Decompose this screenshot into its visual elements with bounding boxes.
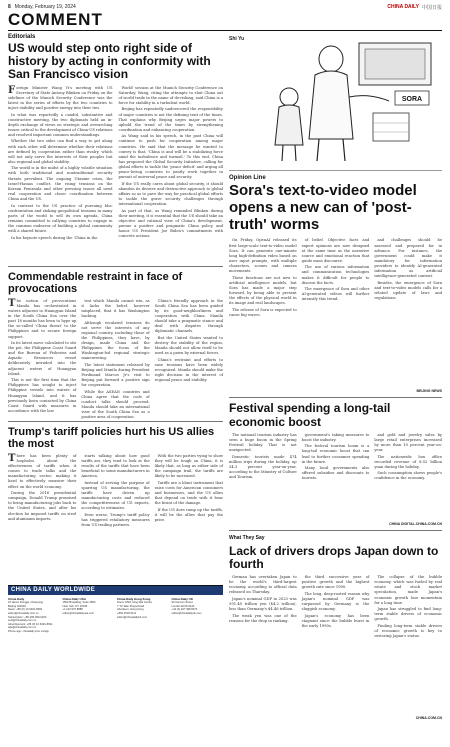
- paragraph: Such consumption shows people's confidence in the economy.: [374, 471, 443, 481]
- brand-name: CHINA DAILY: [387, 4, 419, 10]
- masthead-line: editor@chinadailyhk.com: [117, 615, 148, 619]
- paragraph: This is not the first time that the Philippines has sought to inject Philippine vessels into waters of Huangyan Island, and it has previously been contacted by China Coast Guard with measures in accordance with the law.: [8, 378, 77, 413]
- paragraph: German has overtaken Japan to be the world's third-largest economy, according to official data released on Thursday.: [229, 575, 297, 595]
- second-editorial-col-2: [81, 298, 150, 420]
- what-they-say-col-1: [229, 575, 297, 715]
- paragraph: China's restraint and efforts to ease tensions have been widely recognized. Manila should make the right decision in the interest of regional peace and stability.: [154, 357, 223, 383]
- masthead-line: News: +86 (0) 10 6491-8366: [8, 608, 43, 612]
- right-column: [229, 33, 443, 721]
- opinion-col-3: [374, 238, 442, 388]
- sora-sign-label: SORA: [401, 96, 423, 103]
- page-number: 8: [8, 4, 11, 10]
- paragraph: Although escalated tensions do not serve the interests of any regional country, including those of the Philippines, they have, by design, made China and the Philippines the focus of the Washington-led regional strategic maneuvering.: [81, 320, 150, 361]
- divider: [229, 530, 442, 531]
- opinion-kicker: Opinion Line: [229, 175, 266, 181]
- masthead-col: [8, 597, 60, 634]
- masthead-col: [172, 597, 224, 634]
- what-they-say-body: [229, 575, 442, 715]
- paragraph: The collapse of the bubble economy, which was fueled by real estate and stock market speculation, made Japan's economic growth lose momentum for a long time.: [374, 575, 443, 605]
- paragraph: The nationwide box office recorded revenue of 8.02 billion yuan during the holiday.: [374, 454, 443, 469]
- paragraph: On Friday, OpenAI released its first large-scale text-to-video model Sora. It can generate one-minute long high-definition video based on user input prompts, with multiple characters, scenes and camera movements.: [229, 238, 297, 274]
- paragraph: Many local governments also offered subsidies and discounts to tourists.: [301, 466, 370, 481]
- paragraph: During the 2016 presidential campaign, Donald Trump promised to bring manufacturing jobs back to the United States, and after his election he imposed tariffs on steel and aluminum imports.: [8, 491, 77, 521]
- paragraph: Beijing has repeatedly underscored the responsibility of major countries is not the defining trait of the times. That explains why Beijing urges major powers to uphold the trend of the times by strengthening coordination and enhancing cooperation.: [118, 107, 223, 132]
- masthead-grid: [8, 595, 223, 634]
- paragraph: Japan's nominal GDP in 2023 was 591.48 trillion yen ($4.2 trillion), less than Germany's $4.46 trillion.: [229, 596, 297, 612]
- paragraph: Foreign Minister Wang Yi's meeting with US Secretary of State Antony Blinken on Friday on the sidelines of the Munich Security Conference was the latest in the series of efforts by the two countries to inject stability and positive energy into their ties.: [8, 84, 113, 110]
- paragraph: In its latest move calculated to stir the pot, the Philippine Coast Guard and the Bureau of Fisheries and Aquatic Resources vessel deliberately intruded into the adjacent waters of Huangyan Island.: [8, 341, 77, 376]
- third-editorial-col-2: [81, 454, 149, 582]
- what-they-say-kicker: What They Say: [229, 534, 265, 541]
- paragraph: of belief. Objective facts and expert opinions are now designed at the same time as the narrative source and emotional reaction that guide mass discourse.: [301, 238, 370, 263]
- third-editorial-col-3: [155, 454, 223, 582]
- masthead-title: CHINA DAILY WORLDWIDE: [8, 586, 223, 595]
- third-editorial-body: [8, 454, 223, 582]
- masthead-line: editor@chinadailyusa.com: [62, 611, 95, 615]
- section-title: COMMENT: [8, 10, 103, 29]
- paragraph: In what was reportedly a candid, substantive and constructive meeting, the two diplomats held an in-depth exchange of views on strategic and overarching issues critical to the development of China-US relations and resolved important common understandings.: [8, 112, 113, 137]
- paragraph: While the ASEAN countries and China agree that the code of conduct talks should proceed, Manila should take an international view of the South China Sea as a positive area of cooperation.: [81, 389, 150, 420]
- masthead-line: +44 (0) 207 398 8270: [171, 608, 198, 612]
- second-editorial-headline: Commendable restraint in face of provocations: [8, 270, 183, 295]
- opinion-col-2: [302, 238, 370, 388]
- third-editorial-col-1: [8, 454, 76, 582]
- paragraph: If the US really cares about global security, it should abandon its divisive and destructive approach to global affairs so as to pave the way for practical global efforts to tackle the grave security challenges through international cooperation.: [118, 181, 223, 207]
- paragraph: With the two parties vying to show they will be tough on China, it is likely that, as long as either side of the campaign trail, the tariffs are likely to be increased.: [154, 453, 223, 479]
- paragraph: Domestic tourists made 474 million trips during the holiday, up 34.3 percent year-on-year, according to the Ministry of Culture and Tourism.: [229, 454, 297, 480]
- what-they-say-col-2: [302, 575, 370, 715]
- what-they-say-source: CHINA.COM.CN: [415, 716, 442, 721]
- masthead-line: +852 2518 5111: [117, 611, 137, 615]
- lead-editorial-col-2: [119, 86, 224, 262]
- lead-editorial-body: [8, 86, 223, 262]
- masthead-line: 90 Cannon Street: [171, 600, 193, 604]
- masthead-col: [117, 597, 169, 634]
- paragraph: If the US does ramp up the tariffs, it will be the allies that pay the price.: [154, 507, 223, 523]
- paragraph: In contrast to the US practice of pursuing bloc confrontation and stoking geopolitical tensions in many parts of the world to sell its own agenda, China remains committed to rallying countries to engage in the common endeavor of building a global community with a shared future.: [8, 203, 113, 234]
- opinion-header: [229, 181, 442, 238]
- second-editorial-col-1: [8, 299, 76, 417]
- paragraph: China's friendly approach in the South China Sea has been guided by its good-neighborliness and cooperation with China. Manila should take a pragmatic stance and deal with disputes through diplomatic channels.: [154, 298, 223, 334]
- editorials-kicker: Editorials: [8, 34, 36, 40]
- cartoon-illustration: [249, 35, 439, 167]
- paragraph: test which Manila cannot win, as it lacks the belief, however misplaced, that it has Washington backing.: [81, 298, 150, 319]
- paragraph: Finding long-term stable drivers of economic growth is key to restoring Japan's status.: [374, 623, 443, 639]
- masthead-line: Aberdeen, Hong Kong: [117, 608, 144, 612]
- third-editorial-headline: Trump's tariff policies hurt his US allies the most: [8, 425, 215, 450]
- what-they-say-headline: Lack of drivers drops Japan down to fourth: [229, 543, 439, 571]
- divider: [8, 421, 223, 422]
- paragraph: World' session at the Munich Security Conference on Saturday, Wang, citing the attempts to shut China out of world trade in the name of de-risking, said China is a force for stability in a turbulent world.: [118, 85, 223, 105]
- paragraph: government's taking measures to boost the industry.: [301, 432, 370, 442]
- masthead-line: Room 1818, Hing Wai Centre: [117, 600, 153, 604]
- opinion-col-1: [229, 238, 297, 388]
- masthead-line: sub@chinadaily.com.cn: [8, 619, 37, 623]
- lead-editorial-col-1: [8, 86, 113, 262]
- paragraph: and gold and jewelry sales by large retail enterprises increased by more than 10 percent year-on-year.: [374, 432, 443, 453]
- masthead-line: editor@chinadailyuk.com: [171, 611, 202, 615]
- issue-date: Monday, February 19, 2024: [14, 4, 76, 10]
- what-they-say-col-3: [374, 575, 442, 715]
- masthead-col: [63, 597, 115, 634]
- opinion-source: BEIJING NEWS: [416, 389, 442, 394]
- divider: [8, 266, 223, 267]
- masthead-line: New York, NY 10036: [62, 604, 88, 608]
- masthead-line: +1 212 537 8888: [62, 608, 83, 612]
- masthead-line: 1500 Broadway, Suite 2800: [62, 600, 96, 604]
- paragraph: The weak yen was one of the reasons for the drop in ranking.: [229, 613, 297, 623]
- paragraph: These functions are not new to artificial intelligence models, but Sora has made a major step forward, by being able to present the effects of the physical world in its image and real landscapes.: [229, 275, 297, 306]
- paragraph: Whether the two sides can find a way to get along with each other will determine whether their relations are defined by cooperation rather than rivalry, which will not only serve the interests of their peoples but also regional and global stability.: [8, 139, 113, 164]
- masthead-line: London EC4N 6HA: [171, 604, 195, 608]
- paragraph: Even worse, Trump's tariff policy has triggered retaliatory measures from US trading partners.: [81, 512, 150, 528]
- masthead-heading: China Daily USA: [62, 596, 87, 601]
- paragraph: As Wang said in his speech, in the past China will continue to push for cooperation among major countries. He said that the message he wanted to convey is that, 'China is and will be a stabilizing force amid the turbulence and turmoil.' To this end, China has proposed the Global Security Initiative, calling for global efforts to tackle the 'peace deficit' and urging all peace-loving countries to jointly work together in pursuit of universal peace and security.: [118, 134, 223, 180]
- paragraph: Besides, the emergence of Sora and text-to-video models calls for a related update of laws and regulations.: [374, 280, 443, 300]
- paragraph: The long, deep-rooted reason why Japan's nominal GDP was surpassed by Germany is the sluggish economy.: [301, 591, 370, 612]
- paragraph: the third successive year of positive growth and the highest growth rate since 1990.: [301, 575, 370, 590]
- second-editorial-body: [8, 297, 223, 420]
- festival-body: [229, 433, 442, 521]
- paragraph: The notion of provocations Manila has orchestrated in waters adjacent to Huangyan Island in the South China Sea over the past 18 months has been to hype up the so-called 'China threat' to the Philippines and to secure foreign support.: [8, 297, 77, 339]
- masthead-heading: China Daily Hong Kong: [117, 596, 151, 601]
- second-editorial-col-3: [155, 299, 223, 417]
- festival-col-1: [229, 433, 297, 521]
- masthead-heading: China Daily UK: [171, 596, 194, 601]
- masthead-heading: China Daily: [8, 596, 25, 601]
- brand-name-cjk: 中国日报: [421, 4, 442, 11]
- masthead-line: Subscription: +86 400-699-0203: [8, 615, 47, 619]
- paragraph: As part of that, as Wang reminded Blinken during their meeting, it is essential that the US should take an objective and rational view of China's development, pursue a positive and pragmatic China policy, and honor US President Joe Biden's commitments with concrete actions.: [118, 208, 223, 239]
- paragraph: Japan's economy has been stagnant since the bubble burst in the early 1990s.: [301, 613, 370, 628]
- opinion-headline: Sora's text-to-video model opens a new can of 'post-truth' worms: [229, 182, 417, 233]
- masthead: [8, 585, 223, 634]
- paragraph: Japan has struggled to find long-term stable drivers of economic growth.: [374, 607, 443, 622]
- paragraph: The emergence of Sora and other AI-generated videos will further intensify this trend.: [301, 287, 370, 302]
- paragraph: The festival tourism boom is a long-tail economic boost that can lead to further consumer spending in the future.: [301, 444, 370, 464]
- festival-source: CHINA DIGITAL.CHINA.COM.CN: [389, 521, 442, 526]
- paragraph: The release of Sora is expected to cause big waves.: [229, 307, 297, 317]
- paragraph: The world is in the midst of a highly volatile situation with both traditional and nontraditional security threats prevalent. The ongoing Ukraine crisis, the Israel-Hamas conflict, the rising tensions on the Korean Peninsula and other pressing issues all need real cooperation and closer coordination between China and the US.: [8, 166, 113, 202]
- paragraph: Tariffs are a blunt instrument that raise costs for American consumers and businesses, and the US allies that depend on trade with it bear the brunt of the damage.: [154, 480, 223, 506]
- paragraph: There has been plenty of loopholes about the effectiveness of tariffs when it comes to trade talks and the manufacturing sector, making it hard to effectively measure their effect on the world economy.: [8, 452, 77, 489]
- paragraph: and challenges should be assessed and prepared for in advance. For instance, the government could make it mandatory for information providers to identify AI-generated information as artificial intelligence-generated content.: [374, 238, 443, 279]
- masthead-line: Advertisement: +86 (0) 10 6491-8631: [8, 622, 53, 626]
- masthead-line: 15 Huixin Dongjie, Chaoyang: [8, 600, 43, 604]
- paragraph: But the United States wanted to destroy the stability of the region, Manila should not allow itself to be used as a pawn by external forces.: [154, 335, 223, 356]
- masthead-line: Beijing 100029: [8, 604, 26, 608]
- cartoon: [229, 33, 442, 171]
- paragraph: The latest statement released by Beijing and Manila during President Ferdinand Marcos Jr's visit to Beijing put forward a positive sign for cooperation.: [81, 362, 150, 388]
- festival-col-2: [302, 433, 370, 521]
- title-rule: [8, 30, 442, 31]
- paragraph: The national tourism industry has seen a huge boom in the Spring Festival holiday. That is not unexpected.: [229, 432, 297, 453]
- masthead-line: editor@chinadaily.com.cn: [8, 611, 39, 615]
- paragraph: In his keynote speech during the 'China in the: [11, 235, 98, 240]
- paragraph: Instead of serving the purpose of sparring US manufacturing, the tariffs have driven up manufacturing costs and reduced the competitiveness of US exports, according to estimates.: [81, 480, 150, 511]
- festival-headline: Festival spending a long-tail economic boost: [229, 401, 391, 429]
- masthead-line: Phone app: chinadaily.com.cn/app: [8, 630, 49, 634]
- masthead-line: ads@chinadaily.com.cn: [8, 626, 37, 630]
- festival-col-3: [374, 433, 442, 521]
- cartoon-artist: Shi Yu: [229, 36, 245, 42]
- masthead-line: 7 Tin Wan Praya Road: [117, 604, 144, 608]
- divider: [229, 397, 442, 398]
- paragraph: The use of various information and communication technologies makes it difficult for people to discern the facts.: [301, 265, 370, 285]
- paragraph: starts talking about how good tariffs are, they tend to look at the results of the tariffs that have been beneficial to some manufacturers in America.: [81, 453, 150, 479]
- left-column: [8, 33, 223, 658]
- opinion-body: [229, 238, 442, 388]
- lead-editorial-headline: US would step onto right side of history by acting in conformity with San Francisco vision: [8, 41, 211, 82]
